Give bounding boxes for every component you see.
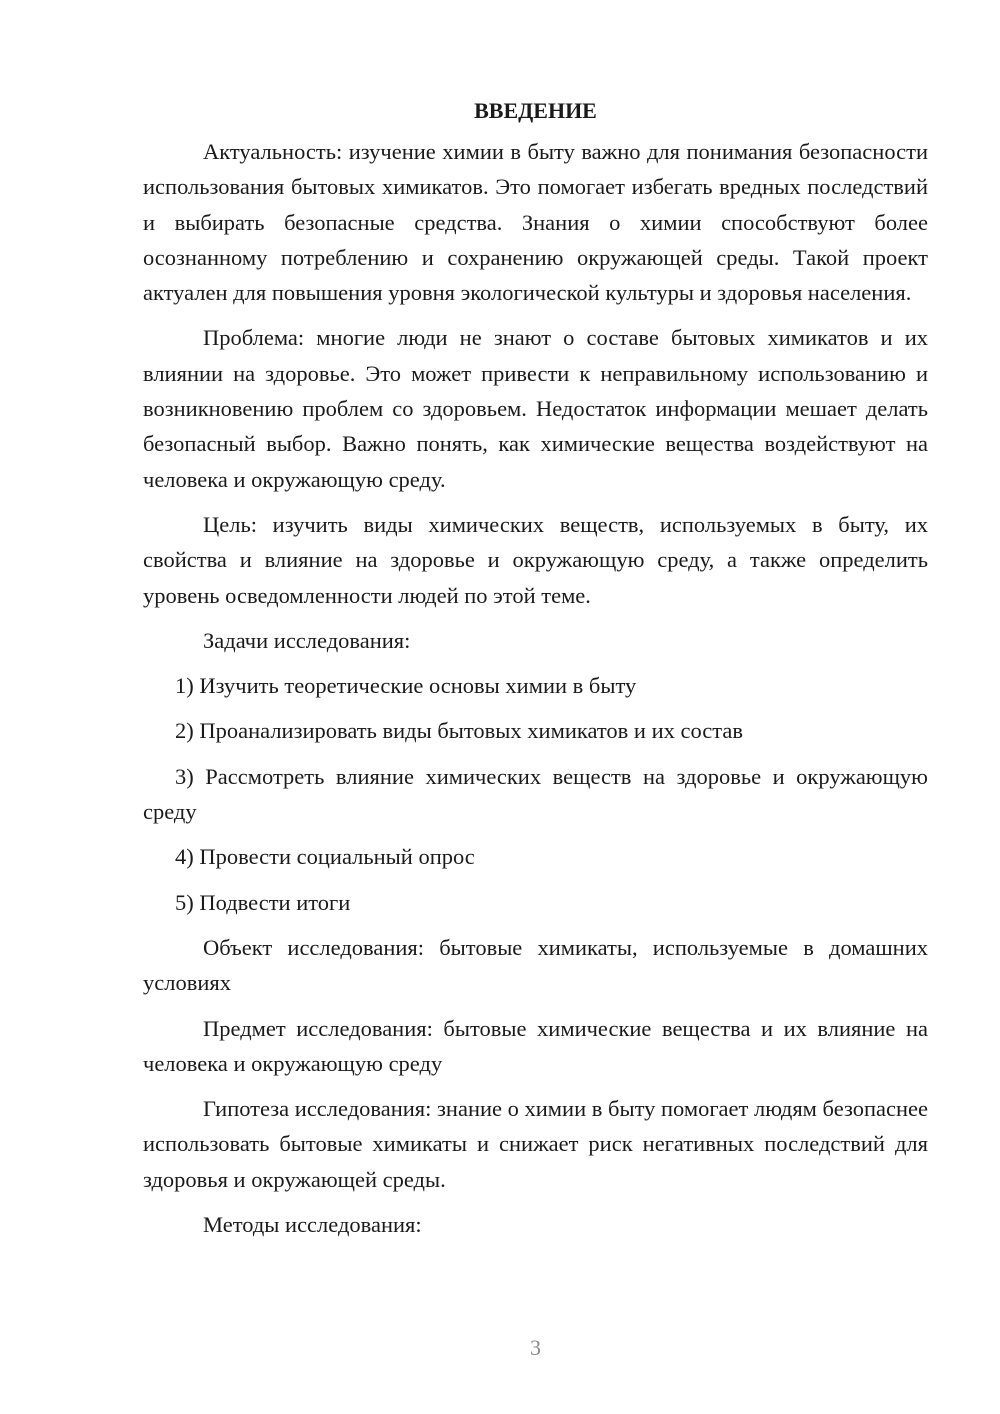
task-item: 2) Проанализировать виды бытовых химикатов и их состав bbox=[175, 718, 743, 744]
task-item: 1) Изучить теоретические основы химии в быту bbox=[175, 673, 637, 699]
goal-paragraph: Цель: изучить виды химических веществ, используемых в быту, их свойства и влияние на здоровье и окружающую среду, а также определить уровень осведомленности людей по этой теме. bbox=[143, 511, 928, 608]
tasks-title: Задачи исследования: bbox=[203, 627, 411, 653]
document-page bbox=[143, 96, 928, 1252]
page-number: 3 bbox=[530, 1335, 541, 1360]
section-heading: ВВЕДЕНИЕ bbox=[474, 98, 597, 123]
subject-paragraph: Предмет исследования: бытовые химические вещества и их влияние на человека и окружающую среду bbox=[143, 1015, 928, 1076]
task-item: 3) Рассмотреть влияние химических веществ на здоровье и окружающую среду bbox=[143, 763, 928, 825]
hypothesis-paragraph: Гипотеза исследования: знание о химии в быту помогает людям безопаснее использовать бытовые химикаты и снижает риск негативных последствий для здоровья и окружающей среды. bbox=[143, 1096, 928, 1192]
object-paragraph: Объект исследования: бытовые химикаты, используемые в домашних условиях bbox=[143, 934, 928, 996]
problem-paragraph: Проблема: многие люди не знают о составе бытовых химикатов и их влиянии на здоровье. Это может привести к неправильному использованию и возникновению проблем со здоровьем. Недостаток информации мешает делать безопасный выбор. Важно понять, как химические вещества воздействуют на человека и окружающую среду. bbox=[143, 325, 928, 492]
task-item: 5) Подвести итоги bbox=[175, 889, 351, 915]
methods-paragraph: Методы исследования: bbox=[203, 1212, 422, 1238]
task-item: 4) Провести социальный опрос bbox=[175, 844, 475, 870]
relevance-paragraph: Актуальность: изучение химии в быту важно для понимания безопасности использования бытовых химикатов. Это помогает избегать вредных последствий и выбирать безопасные средства. Знания о химии способствуют более осознанному потреблению и сохранению окружающей среды. Такой проект актуален для повышения уровня экологической культуры и здоровья населения. bbox=[143, 139, 928, 306]
